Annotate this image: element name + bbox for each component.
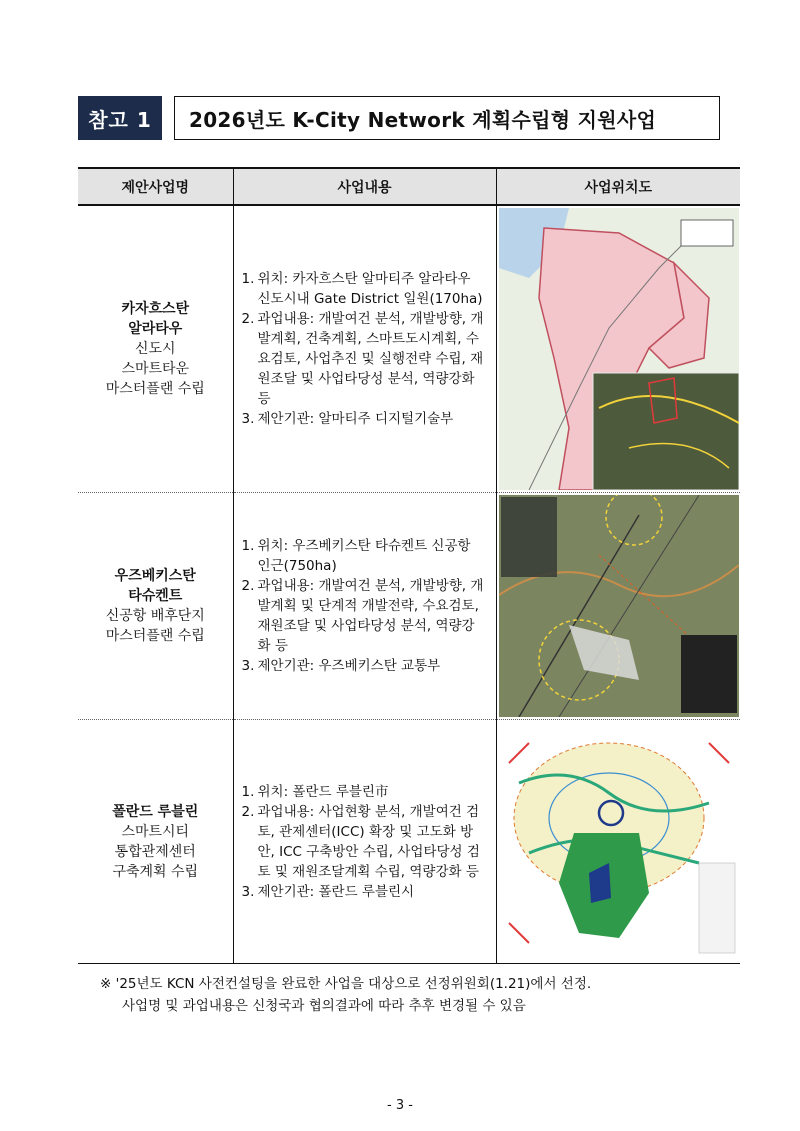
footnote — [100, 973, 591, 1017]
project-name-line: 신공항 배후단지 — [105, 608, 205, 624]
page-number: - 3 - — [387, 1098, 413, 1113]
project-name-bold: 타슈켄트 — [128, 588, 183, 604]
project-name-bold: 폴란드 루블린 — [112, 803, 199, 820]
title-row — [78, 96, 720, 140]
content-item — [242, 782, 488, 802]
footnote-line: 사업명 및 과업내용은 신청국과 협의결과에 따라 추후 변경될 수 있음 — [122, 998, 526, 1014]
column-header-content: 사업내용 — [233, 168, 496, 205]
page-title: 2026년도 K-City Network 계획수립형 지원사업 — [174, 96, 720, 140]
reference-tag: 참고 1 — [78, 96, 162, 140]
content-item — [242, 269, 488, 309]
project-name-line: 마스터플랜 수립 — [105, 628, 205, 644]
project-name-line: 구축계획 수립 — [112, 863, 199, 880]
column-header-name: 제안사업명 — [78, 168, 233, 205]
tashkent-map-image — [499, 495, 739, 717]
table-row — [78, 720, 740, 964]
project-name-bold: 알라타우 — [128, 321, 183, 337]
table-header-row — [78, 168, 740, 205]
project-name-cell — [78, 493, 233, 720]
project-name-bold: 우즈베키스탄 — [114, 568, 196, 584]
project-name-bold: 카자흐스탄 — [121, 301, 190, 317]
project-map-cell — [496, 720, 740, 964]
project-name-line: 스마트시티 — [121, 823, 190, 840]
project-table — [78, 167, 740, 964]
project-content-cell — [233, 205, 496, 493]
table-row — [78, 493, 740, 720]
item-number: 2. — [241, 578, 255, 594]
project-content-cell — [233, 493, 496, 720]
project-map-cell — [496, 205, 740, 493]
alatau-map-image — [499, 208, 739, 490]
project-map-cell — [496, 493, 740, 720]
content-item — [242, 536, 488, 576]
item-text: 제안기관: 폴란드 루블린시 — [257, 883, 415, 900]
project-content-cell — [233, 720, 496, 964]
item-text: 위치: 폴란드 루블린市 — [257, 783, 389, 800]
content-item — [242, 409, 488, 429]
item-number: 3. — [241, 658, 255, 674]
item-number: 1. — [241, 538, 255, 554]
item-number: 1. — [241, 271, 255, 287]
content-item — [242, 656, 488, 676]
item-number: 3. — [241, 411, 255, 427]
footnote-line: ※ '25년도 KCN 사전컨설팅을 완료한 사업을 대상으로 선정위원회(1.21)에서 선정. — [100, 976, 592, 992]
content-item — [242, 882, 488, 902]
item-text: 제안기관: 우즈베키스탄 교통부 — [257, 658, 441, 674]
item-number: 1. — [241, 783, 255, 800]
table-row — [78, 205, 740, 493]
item-text: 제안기관: 알마티주 디지털기술부 — [257, 411, 454, 427]
project-name-line: 통합관제센터 — [114, 843, 196, 860]
project-name-line: 스마트타운 — [121, 361, 190, 377]
item-text: 위치: 카자흐스탄 알마티주 알라타우 신도시내 Gate District 일원(170ha) — [257, 271, 483, 307]
item-text: 위치: 우즈베키스탄 타슈켄트 신공항 인근(750ha) — [257, 538, 471, 574]
lublin-map-image — [499, 723, 739, 961]
content-item — [242, 576, 488, 656]
content-item — [242, 309, 488, 409]
project-name-cell — [78, 720, 233, 964]
item-text: 과업내용: 개발여건 분석, 개발방향, 개발계획, 건축계획, 스마트도시계획, 수요검토, 사업추진 및 실행전략 수립, 재원조달 및 사업타당성 분석, 역량강화 등 — [257, 311, 484, 407]
column-header-map: 사업위치도 — [496, 168, 740, 205]
item-number: 2. — [241, 803, 255, 820]
item-number: 2. — [241, 311, 255, 327]
project-name-line: 마스터플랜 수립 — [105, 381, 205, 397]
item-text: 과업내용: 사업현황 분석, 개발여건 검토, 관제센터(ICC) 확장 및 고도화 방안, ICC 구축방안 수립, 사업타당성 검토 및 재원조달계획 수립, 역량강화 등 — [257, 803, 480, 880]
item-number: 3. — [241, 883, 255, 900]
project-name-line: 신도시 — [134, 341, 176, 357]
project-name-cell — [78, 205, 233, 493]
item-text: 과업내용: 개발여건 분석, 개발방향, 개발계획 및 단계적 개발전략, 수요검토, 재원조달 및 사업타당성 분석, 역량강화 등 — [257, 578, 484, 654]
content-item — [242, 802, 488, 882]
